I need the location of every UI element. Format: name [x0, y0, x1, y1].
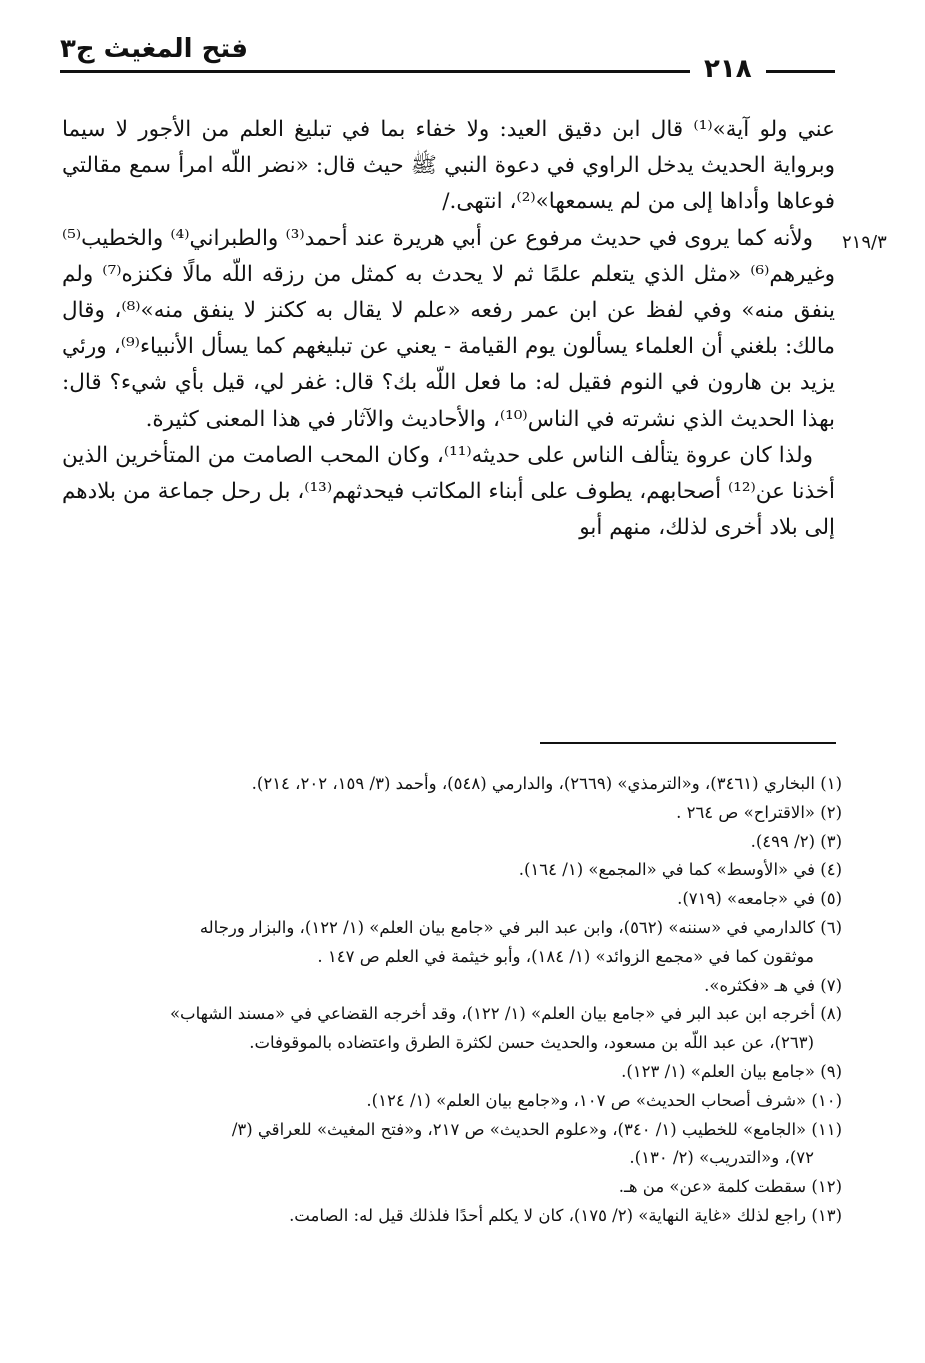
- paragraph: عني ولو آية»⁽¹⁾ قال ابن دقيق العيد: ولا خفاء بما في تبليغ العلم من الأجور لا سيما وبرواية الحديث يدخل الراوي في دعوة النبي ﷺ حيث قال: «نضر اللّه امرأ سمع مقالتي فوعاها وأداها إلى من لم يسمعها»⁽²⁾، انتهى./: [62, 117, 835, 215]
- footnote: (١٢) سقطت كلمة «عن» من هـ.: [618, 1177, 842, 1197]
- page-header: [60, 30, 835, 90]
- footnote: (٨) أخرجه ابن عبد البر في «جامع بيان العلم» (١/ ١٢٢)، وقد أخرجه القضاعي في «مسند الشهاب»: [169, 1004, 842, 1024]
- footnote: (١) البخاري (٣٤٦١)، و«الترمذي» (٢٦٦٩)، والدارمي (٥٤٨)، وأحمد (٣/ ١٥٩، ٢٠٢، ٢١٤).: [251, 774, 842, 793]
- footnote-continuation: (٢٦٣)، عن عبد اللّه بن مسعود، والحديث حسن لكثرة الطرق واعتضاده بالموقوفات.: [249, 1033, 814, 1053]
- footnote-continuation: ٧٢)، و«التدريب» (٢/ ١٣٠).: [629, 1148, 814, 1168]
- footnotes: [62, 770, 842, 1231]
- footnote: (٧) في هـ «فكثره».: [704, 975, 842, 995]
- footnote: (٤) في «الأوسط» كما في «المجمع» (١/ ١٦٤).: [518, 860, 842, 880]
- footnote: (٩) «جامع بيان العلم» (١/ ١٢٣).: [621, 1061, 842, 1081]
- paragraph: ولذا كان عروة يتألف الناس على حديثه⁽¹¹⁾، وكان المحب الصامت من المتأخرين الذين أخذنا عن⁽¹²⁾ أصحابهم، يطوف على أبناء المكاتب فيحدثهم⁽¹³⁾، بل رحل جماعة من بلادهم إلى بلاد أخرى لذلك، منهم أبو: [62, 442, 835, 541]
- footnote: (٥) في «جامعه» (٧١٩).: [677, 889, 842, 909]
- footnote-continuation: موثقون كما في «مجمع الزوائد» (١/ ١٨٤)، وأبو خيثمة في العلم ص ١٤٧ .: [317, 946, 814, 966]
- page-number: ٢١٨: [690, 54, 766, 84]
- main-text: [62, 112, 835, 546]
- footnote: (١٠) «شرف أصحاب الحديث» ص ١٠٧، و«جامع بيان العلم» (١/ ١٢٤).: [366, 1090, 842, 1110]
- footnote: (٣) (٢/ ٤٩٩).: [750, 831, 842, 851]
- footnote: (٦) كالدارمي في «سننه» (٥٦٢)، وابن عبد البر في «جامع بيان العلم» (١/ ١٢٢)، والبزار ورجاله: [199, 917, 842, 937]
- margin-reference: ٢١٩/٣: [842, 232, 887, 253]
- footnote: (١١) «الجامع» للخطيب (١/ ٣٤٠)، و«علوم الحديث» ص ٢١٧، و«فتح المغيث» للعراقي (٣/: [231, 1119, 842, 1139]
- footnote: (١٣) راجع لذلك «غاية النهاية» (٢/ ١٧٥)، كان لا يكلم أحدًا فلذلك قيل له: الصامت.: [289, 1205, 842, 1225]
- footnote-divider: [540, 742, 836, 744]
- paragraph: ولأنه كما يروى في حديث مرفوع عن أبي هريرة عند أحمد⁽³⁾ والطبراني⁽⁴⁾ والخطيب⁽⁵⁾ وغيرهم⁽⁶⁾ «مثل الذي يتعلم علمًا ثم لا يحدث به كمثل من رزقه اللّه مالًا فكنزه⁽⁷⁾ ولم ينفق منه» وفي لفظ عن ابن عمر رفعه «علم لا يقال به ككنز لا ينفق منه»⁽⁸⁾، وقال مالك: بلغني أن العلماء يسألون يوم القيامة - يعني عن تبليغهم كما يسأل الأنبياء⁽⁹⁾، ورئي يزيد بن هارون في النوم فقيل له: ما فعل اللّه بك؟ قال: غفر لي، قيل بأي شيء؟ قال: بهذا الحديث الذي نشرته في الناس⁽¹⁰⁾، والأحاديث والآثار في هذا المعنى كثيرة.: [62, 225, 836, 432]
- footnote: (٢) «الاقتراح» ص ٢٦٤ .: [676, 802, 842, 822]
- book-title: فتح المغيث ج٣: [60, 34, 249, 64]
